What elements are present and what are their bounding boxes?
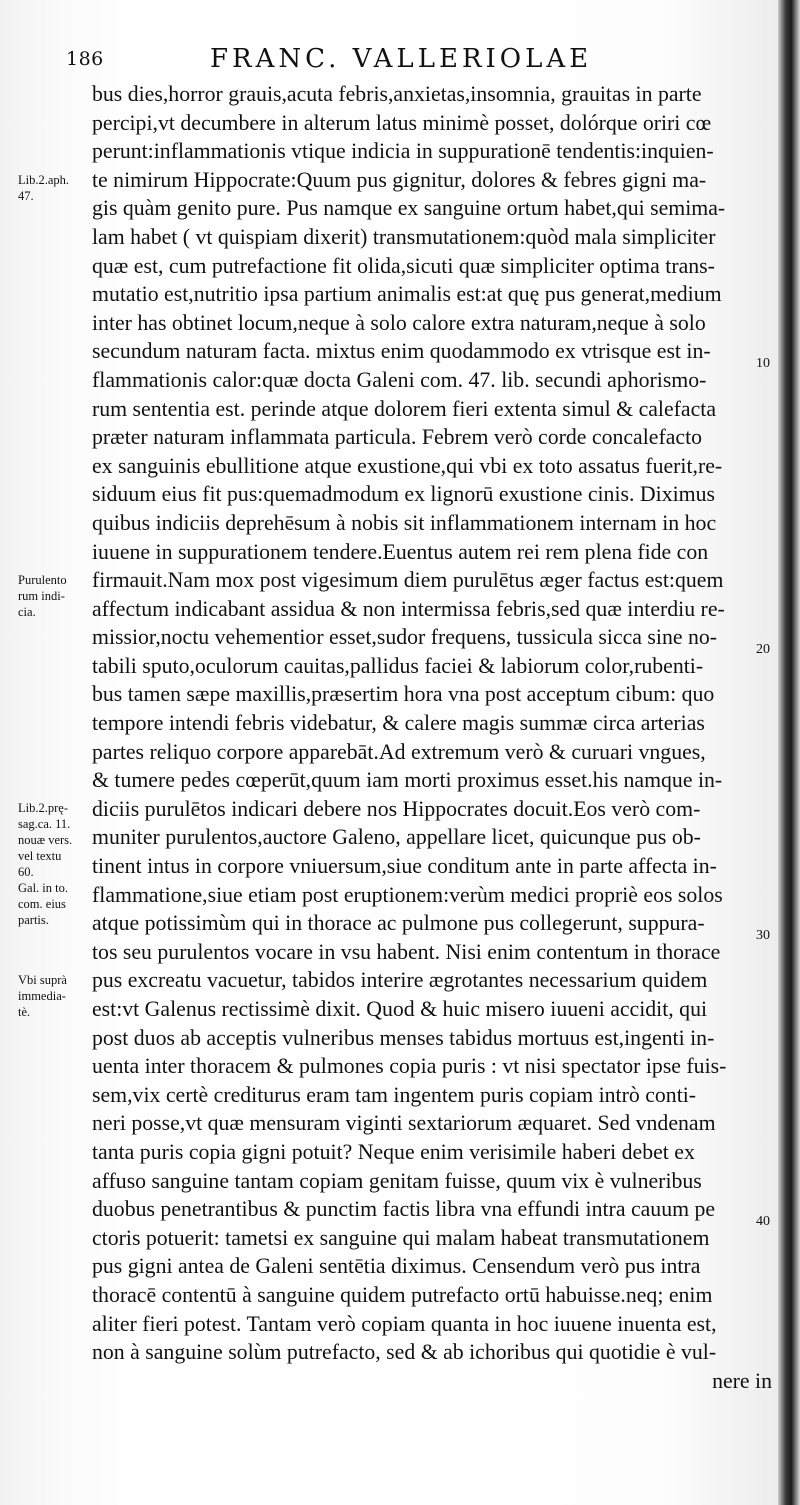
text-line: rum sententia est. perinde atque dolorem fieri extenta simul & calefacta — [92, 396, 716, 421]
text-line: tinent intus in corpore vniuersum,siue conditum ante in parte affecta in- — [92, 854, 717, 879]
text-line: iuuene in suppurationem tendere.Euentus autem rei rem plena fide con — [92, 539, 709, 564]
text-line: mutatio est,nutritio ipsa partium animalis est:at quę pus generat,medium — [92, 282, 722, 307]
text-line: duobus penetrantibus & punctim factis libra vna effundi intra cauum pe — [92, 1197, 716, 1222]
page-header — [60, 44, 760, 78]
page-number: 186 — [66, 48, 104, 70]
page-edge-shadow — [778, 0, 800, 1505]
text-line: atque potissimùm qui in thorace ac pulmone pus collegerunt, suppura- — [92, 911, 705, 936]
text-line: thoracē contentū à sanguine quidem putrefacto ortū habuisse.neq; enim — [92, 1282, 713, 1307]
marginal-note-lib2aph: Lib.2.aph. 47. — [18, 173, 70, 203]
running-title: FRANC. VALLERIOLAE — [210, 44, 593, 74]
text-line: muniter purulentos,auctore Galeno, appellare licet, quicunque pus ob- — [92, 825, 701, 850]
text-line: partes reliquo corpore apparebāt.Ad extremum verò & curuari vngues, — [92, 739, 706, 764]
marginal-note-vbisupra: Vbi suprà immedia- tè. — [18, 973, 67, 1019]
text-line: flammatione,siue etiam post eruptionem:verùm medici propriè eos solos — [92, 882, 723, 907]
marginal-note-lib2praesag: Lib.2.prę- sag.ca. 11. nouæ vers. vel textu 60. Gal. in to. com. eius partis. — [18, 801, 73, 927]
text-line: bus tamen sæpe maxillis,præsertim hora vna post acceptum cibum: quo — [92, 682, 715, 707]
text-line: ex sanguinis ebullitione atque exustione,qui vbi ex toto assatus fuerit,re- — [92, 453, 723, 478]
text-line: quæ est, cum putrefactione fit olida,sicuti quæ simpliciter optima trans- — [92, 253, 715, 278]
text-line: post duos ab acceptis vulneribus menses tabidus mortuus est,ingenti in- — [92, 1025, 715, 1050]
text-line: percipi,vt decumbere in alterum latus minimè posset, dolórque oriri cœ — [92, 110, 712, 135]
text-line: pus excreatu vacuetur, tabidos interire ægrotantes necessarium quidem — [92, 968, 708, 993]
text-line: ctoris potuerit: tametsi ex sanguine qui malam habeat transmutationem — [92, 1225, 710, 1250]
text-line: pus gigni antea de Galeni sentētia diximus. Censendum verò pus intra — [92, 1254, 701, 1279]
text-line: tanta puris copia gigni potuit? Neque enim verisimile haberi debet ex — [92, 1139, 695, 1164]
text-line: affectum indicabant assidua & non intermissa febris,sed quæ interdiu re- — [92, 596, 725, 621]
text-line: bus dies,horror grauis,acuta febris,anxietas,insomnia, grauitas in parte — [92, 82, 702, 106]
text-line: tempore intendi febris videbatur, & calere magis summæ circa arterias — [92, 711, 705, 736]
text-line: quibus indiciis deprehēsum à nobis sit inflammationem internam in hoc — [92, 510, 717, 535]
text-line: uenta inter thoracem & pulmones copia puris : vt nisi spectator ipse fuis- — [92, 1054, 727, 1079]
text-line: non à sanguine solùm putrefacto, sed & ab ichoribus qui quotidie è vul- — [92, 1340, 717, 1365]
text-line: præter naturam inflammata particula. Febrem verò corde concalefacto — [92, 425, 703, 450]
text-line: tos seu purulentos vocare in vsu habent. Nisi enim contentum in thorace — [92, 939, 721, 964]
text-line: & tumere pedes cœperūt,quum iam morti proximus esset.his namque in- — [92, 768, 723, 793]
line-number: 20 — [756, 642, 770, 657]
text-line: lam habet ( vt quispiam dixerit) transmutationem:quòd mala simpliciter — [92, 224, 716, 249]
line-number: 40 — [756, 1214, 770, 1229]
text-line: te nimirum Hippocrate:Quum pus gignitur, dolores & febres gigni ma- — [92, 167, 707, 192]
text-line: aliter fieri potest. Tantam verò copiam quanta in hoc iuuene inuenta est, — [92, 1311, 717, 1336]
text-line: neri posse,vt quæ mensuram viginti sextariorum æquaret. Sed vndenam — [92, 1111, 716, 1136]
text-line: est:vt Galenus rectissimè dixit. Quod & huic misero iuueni accidit, qui — [92, 997, 708, 1021]
text-line: siduum eius fit pus:quemadmodum ex lignorū exustione cinis. Diximus — [92, 482, 715, 507]
text-line: affuso sanguine tantam copiam genitam fuisse, quum vix è vulneribus — [92, 1168, 702, 1193]
text-line: perunt:inflammationis vtique indicia in suppurationē tendentis:inquien- — [92, 139, 714, 164]
text-line: firmauit.Nam mox post vigesimum diem purulētus æger factus est:quem — [92, 568, 724, 593]
line-number: 30 — [756, 928, 770, 943]
text-line: secundum naturam facta. mixtus enim quodammodo ex vtrisque est in- — [92, 339, 711, 364]
text-line: diciis purulētos indicari debere nos Hippocrates docuit.Eos verò com- — [92, 796, 701, 821]
text-line: gis quàm genito pure. Pus namque ex sanguine ortum habet,qui semima- — [92, 196, 726, 221]
text-line: sem,vix certè crediturus eram tam ingentem puris copiam intrò conti- — [92, 1082, 697, 1107]
text-line: flammationis calor:quæ docta Galeni com. 47. lib. secundi aphorismo- — [92, 367, 707, 392]
body-text — [92, 80, 772, 1395]
text-line: inter has obtinet locum,neque à solo calore extra naturam,neque à solo — [92, 310, 706, 335]
line-number: 10 — [756, 356, 770, 371]
marginal-note-purulentorum: Purulento rum indi- cia. — [18, 573, 67, 619]
text-line: missior,noctu vehementior esset,sudor frequens, tussicula sicca sine no- — [92, 625, 718, 650]
catchword: nere in — [712, 1368, 772, 1393]
text-line: tabili sputo,oculorum cauitas,pallidus faciei & labiorum color,rubenti- — [92, 653, 704, 678]
